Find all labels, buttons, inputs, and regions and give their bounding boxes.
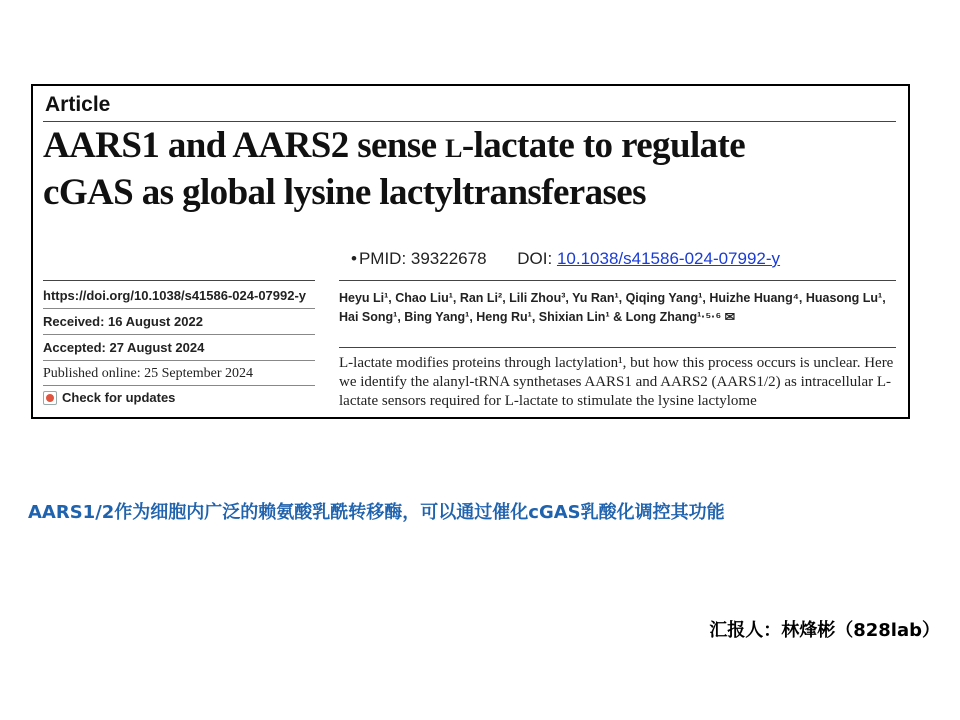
doi-link[interactable]: 10.1038/s41586-024-07992-y	[556, 249, 781, 268]
published-date: Published online: 25 September 2024	[43, 366, 253, 381]
title-smallcaps-l: L	[445, 134, 462, 163]
header-rule	[43, 121, 896, 122]
reporter-text: 汇报人：林烽彬（828lab）	[709, 620, 940, 641]
meta-top-rule	[43, 280, 315, 281]
bullet: •	[351, 249, 357, 268]
authors-line-2: Hai Song¹, Bing Yang¹, Heng Ru¹, Shixian Lin¹ & Long Zhang¹·⁵·⁶ ✉	[339, 310, 736, 324]
author-list	[339, 289, 899, 327]
check-updates-label: Check for updates	[62, 390, 176, 405]
abstract-rule	[339, 347, 896, 348]
received-date: Received: 16 August 2022	[43, 314, 203, 329]
authors-top-rule	[339, 280, 896, 281]
title-part-1: AARS1 and AARS2 sense	[43, 125, 446, 166]
pmid-text: PMID: 39322678	[358, 249, 487, 268]
doi-label: DOI:	[517, 249, 553, 268]
crossmark-icon	[43, 391, 57, 405]
check-updates-button[interactable]	[43, 390, 175, 405]
article-screenshot	[31, 84, 910, 419]
meta-divider	[43, 308, 315, 309]
article-type-label: Article	[45, 93, 111, 116]
pmid-doi-line	[351, 249, 780, 269]
meta-divider	[43, 385, 315, 386]
title-line-2: cGAS as global lysine lactyltransferases	[43, 172, 646, 213]
title-part-2: -lactate to regulate	[461, 125, 746, 166]
doi-url[interactable]: https://doi.org/10.1038/s41586-024-07992-y	[43, 288, 307, 303]
abstract-text: L-lactate modifies proteins through lactylation¹, but how this process occurs is unclear. Here we identify the alanyl-tRNA synthetases AARS1 and AARS2 (AARS1/2) as intracellular L-lactate sensors required for L-lactate to stimulate the lysine lactylome	[339, 355, 894, 409]
authors-line-1: Heyu Li¹, Chao Liu¹, Ran Li², Lili Zhou³, Yu Ran¹, Qiqing Yang¹, Huizhe Huang⁴, Huasong Lu¹,	[339, 291, 886, 305]
accepted-date: Accepted: 27 August 2024	[43, 340, 205, 355]
meta-divider	[43, 334, 315, 335]
meta-divider	[43, 360, 315, 361]
summary-text: AARS1/2作为细胞内广泛的赖氨酸乳酰转移酶，可以通过催化cGAS乳酸化调控其功能	[28, 502, 725, 523]
article-title	[43, 124, 903, 215]
